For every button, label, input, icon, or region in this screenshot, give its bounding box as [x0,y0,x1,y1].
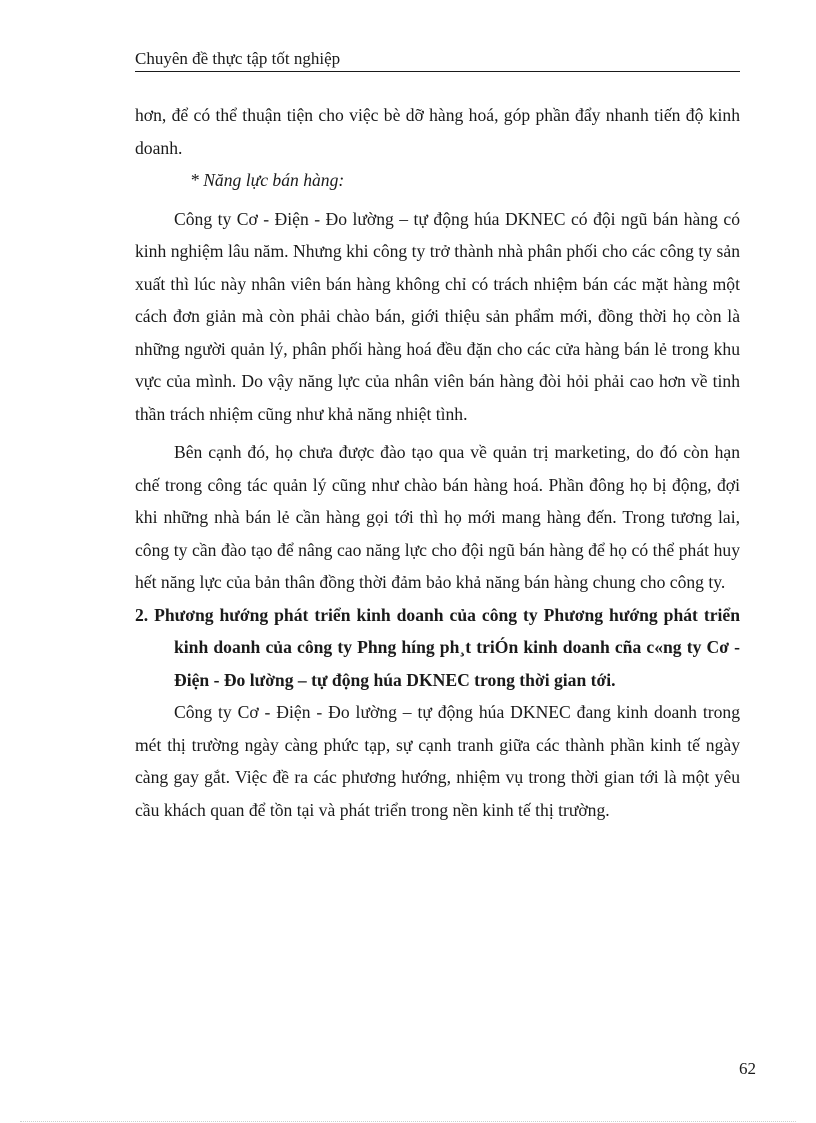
subheading-sales-capacity: * Năng lực bán hàng: [190,170,345,190]
paragraph-sales-team: Công ty Cơ - Điện - Đo lường – tự động húa DKNEC có đội ngũ bán hàng có kinh nghiệm lâu năm. Nhưng khi công ty trở thành nhà phân phối cho các công ty sản xuất thì lúc này nhân viên bán hàng không chỉ có trách nhiệm bán các mặt hàng một cách đơn giản mà còn phải chào bán, giới thiệu sản phẩm mới, đồng thời họ còn là những người quản lý, phân phối hàng hoá đều đặn cho các cửa hàng bán lẻ trong khu vực của mình. Do vậy năng lực của nhân viên bán hàng đòi hỏi phải cao hơn về tinh thần trách nhiệm cũng như khả năng nhiệt tình. [135,208,740,424]
page-header [135,48,740,72]
paragraph-continuation: hơn, để có thể thuận tiện cho việc bè dỡ hàng hoá, góp phần đẩy nhanh tiến độ kinh doanh. [135,105,740,158]
page-number: 62 [739,1059,756,1078]
paragraph-training: Bên cạnh đó, họ chưa được đào tạo qua về quản trị marketing, do đó còn hạn chế trong công tác quản lý cũng như chào bán hàng hoá. Phần đông họ bị động, đợi khi những nhà bán lẻ cần hàng gọi tới thì họ mới mang hàng đến. Trong tương lai, công ty cần đào tạo để nâng cao năng lực cho đội ngũ bán hàng để họ có thể phát huy hết năng lực của bản thân đồng thời đảm bảo khả năng bán hàng chung cho công ty. [135,442,740,592]
section-heading-2: 2. Phương hướng phát triển kinh doanh của công ty Phương hướng phát triển kinh doanh của công ty Phng híng ph¸t triÓn kinh doanh cña c«ng ty Cơ - Điện - Đo lường – tự động húa DKNEC trong thời gian tới. [135,604,740,690]
header-title: Chuyên đề thực tập tốt nghiệp [135,49,341,68]
paragraph-market: Công ty Cơ - Điện - Đo lường – tự động húa DKNEC đang kinh doanh trong mét thị trường ngày càng phức tạp, sự cạnh tranh giữa các thành phần kinh tế ngày càng gay gắt. Việc đề ra các phương hướng, nhiệm vụ trong thời gian tới là một yêu cầu khách quan để tồn tại và phát triển trong nền kinh tế thị trường. [135,702,740,820]
footer-divider [20,1121,796,1122]
document-body [135,99,740,826]
